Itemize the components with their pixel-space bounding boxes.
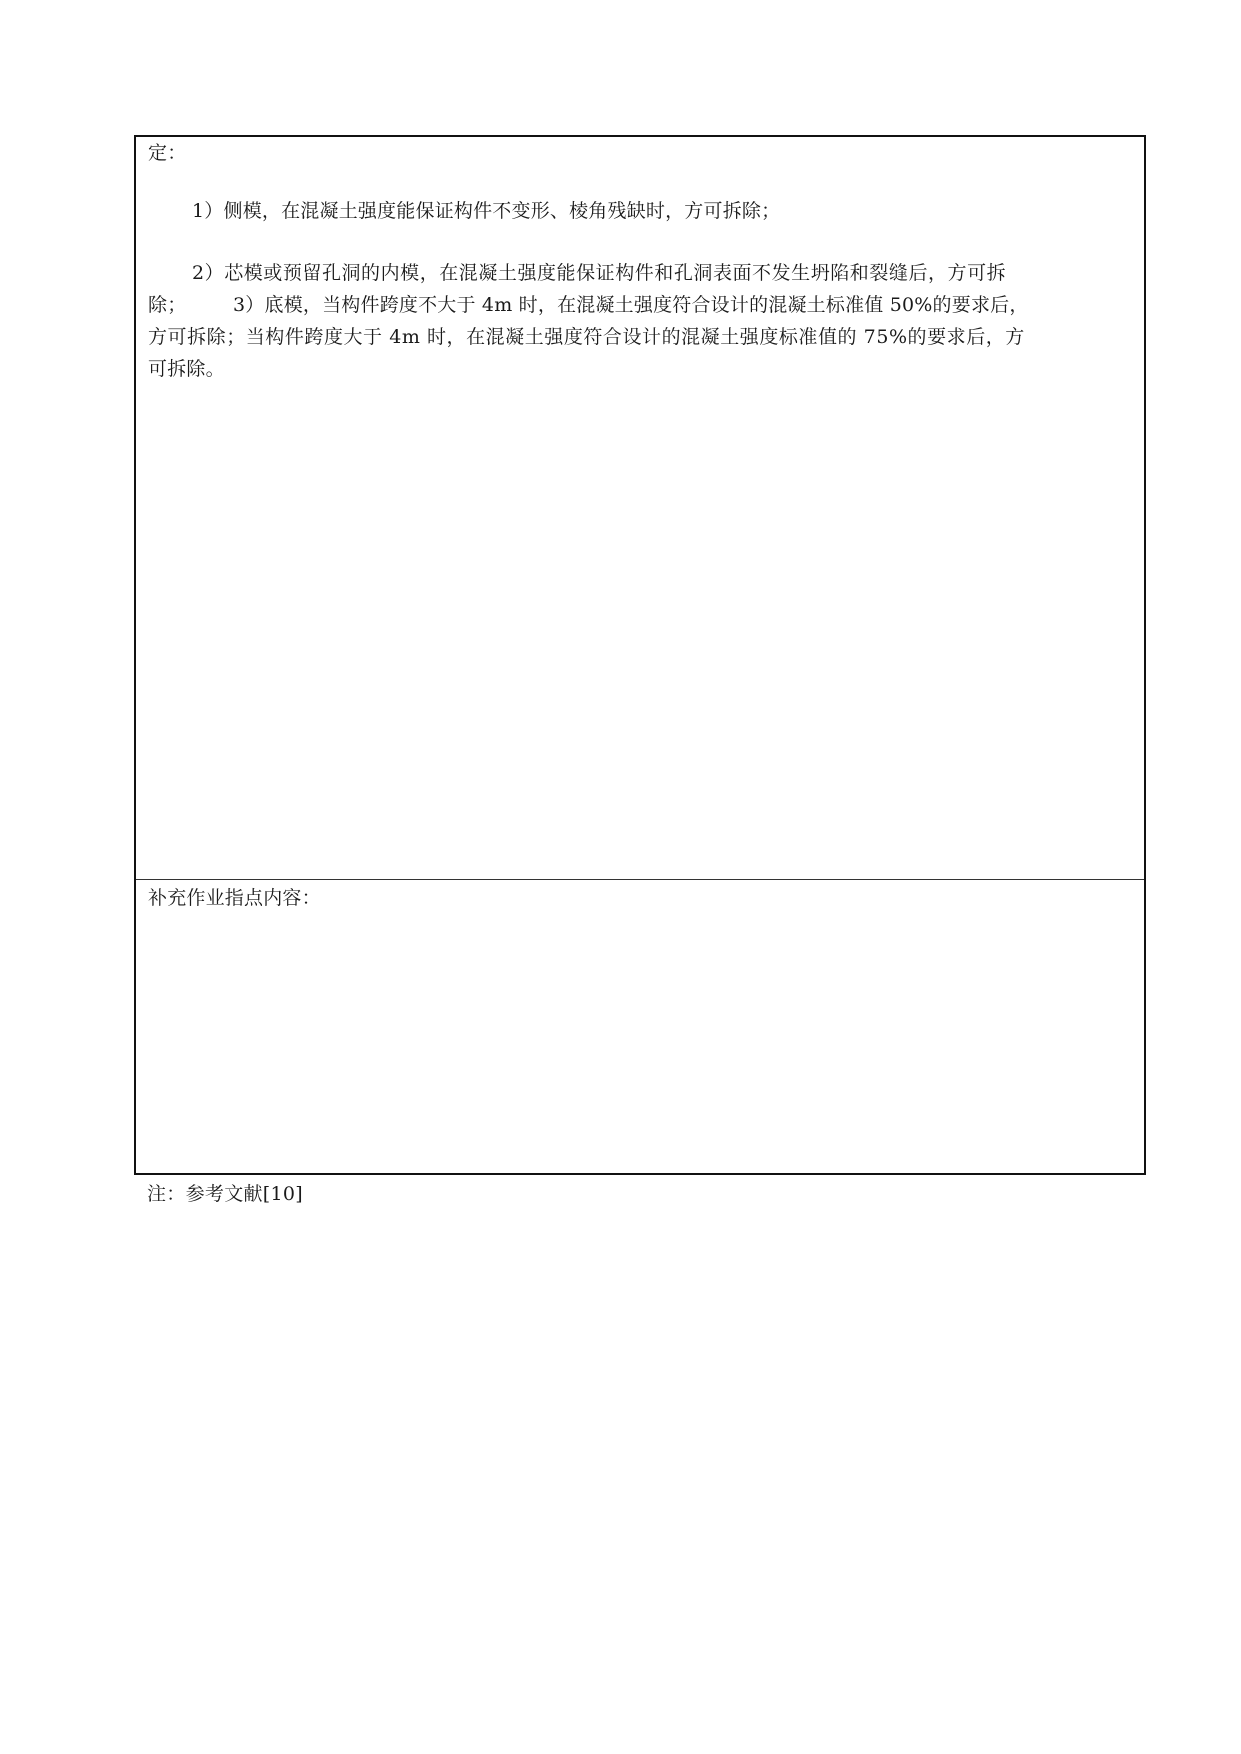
paragraph-line: 可拆除。 bbox=[148, 358, 225, 380]
table-cell-requirements bbox=[136, 137, 1144, 880]
paragraph-line: 3）底模，当构件跨度不大于 4m 时，在混凝土强度符合设计的混凝土标准值 50%的要求后， bbox=[233, 294, 1029, 316]
paragraph-line: 方可拆除；当构件跨度大于 4m 时，在混凝土强度符合设计的混凝土强度标准值的 75%的要求后，方 bbox=[148, 326, 1025, 348]
content-table bbox=[134, 135, 1146, 1175]
table-cell-supplement bbox=[136, 880, 1144, 1175]
paragraph-line: 除； bbox=[148, 294, 187, 316]
reference-note: 注：参考文献[10] bbox=[147, 1183, 304, 1205]
supplement-label: 补充作业指点内容： bbox=[148, 887, 321, 909]
paragraph-line: 1）侧模，在混凝土强度能保证构件不变形、棱角残缺时，方可拆除； bbox=[192, 200, 781, 222]
paragraph-line: 定： bbox=[148, 142, 187, 164]
paragraph-line: 2）芯模或预留孔洞的内模，在混凝土强度能保证构件和孔洞表面不发生坍陷和裂缝后，方可拆 bbox=[192, 262, 1007, 284]
